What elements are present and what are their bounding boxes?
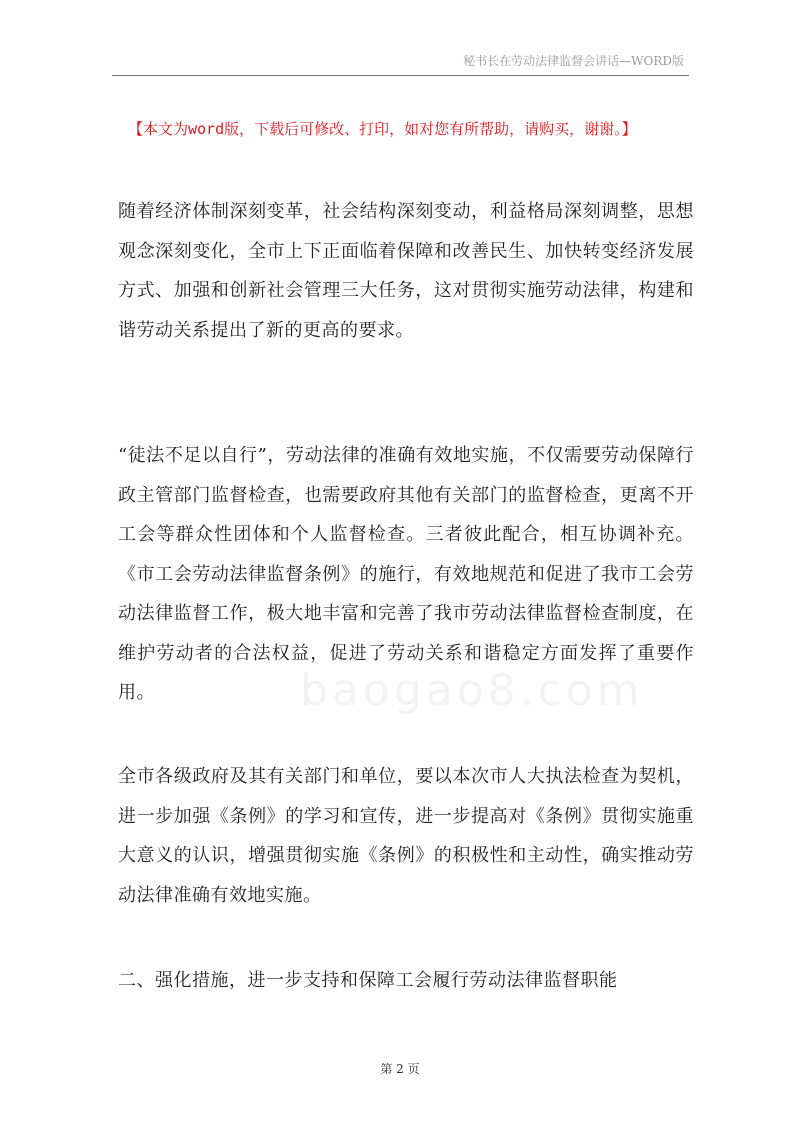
- body-paragraph: 全市各级政府及其有关部门和单位，要以本次市人大执法检查为契机，进一步加强《条例》的学习和宣传，进一步提高对《条例》贯彻实施重大意义的认识，增强贯彻实施《条例》的积极性和主动性，确实推动劳动法律准确有效地实施。: [118, 766, 694, 906]
- section-heading: 二、强化措施，进一步支持和保障工会履行劳动法律监督职能: [118, 970, 618, 991]
- header-divider: [112, 75, 689, 76]
- body-paragraph: “徒法不足以自行”，劳动法律的准确有效地实施，不仅需要劳动保障行政主管部门监督检查，也需要政府其他有关部门的监督检查，更离不开工会等群众性团体和个人监督检查。三者彼此配合，相互协调补充。《市工会劳动法律监督条例》的施行，有效地规范和促进了我市工会劳动法律监督工作，极大地丰富和完善了我市劳动法律监督检查制度，在维护劳动者的合法权益，促进了劳动关系和谐稳定方面发挥了重要作用。: [118, 445, 694, 703]
- purchase-notice: 【本文为word版，下载后可修改、打印，如对您有所帮助，请购买，谢谢。】: [128, 120, 637, 138]
- body-paragraph: 随着经济体制深刻变革，社会结构深刻变动，利益格局深刻调整，思想观念深刻变化，全市上下正面临着保障和改善民生、加快转变经济发展方式、加强和创新社会管理三大任务，这对贯彻实施劳动法律，构建和谐劳动关系提出了新的更高的要求。: [118, 201, 694, 341]
- page-number: 第 2 页: [380, 1062, 420, 1076]
- document-header-title: 秘书长在劳动法律监督会讲话—WORD版: [463, 54, 684, 68]
- watermark: baogao8.com: [300, 665, 644, 716]
